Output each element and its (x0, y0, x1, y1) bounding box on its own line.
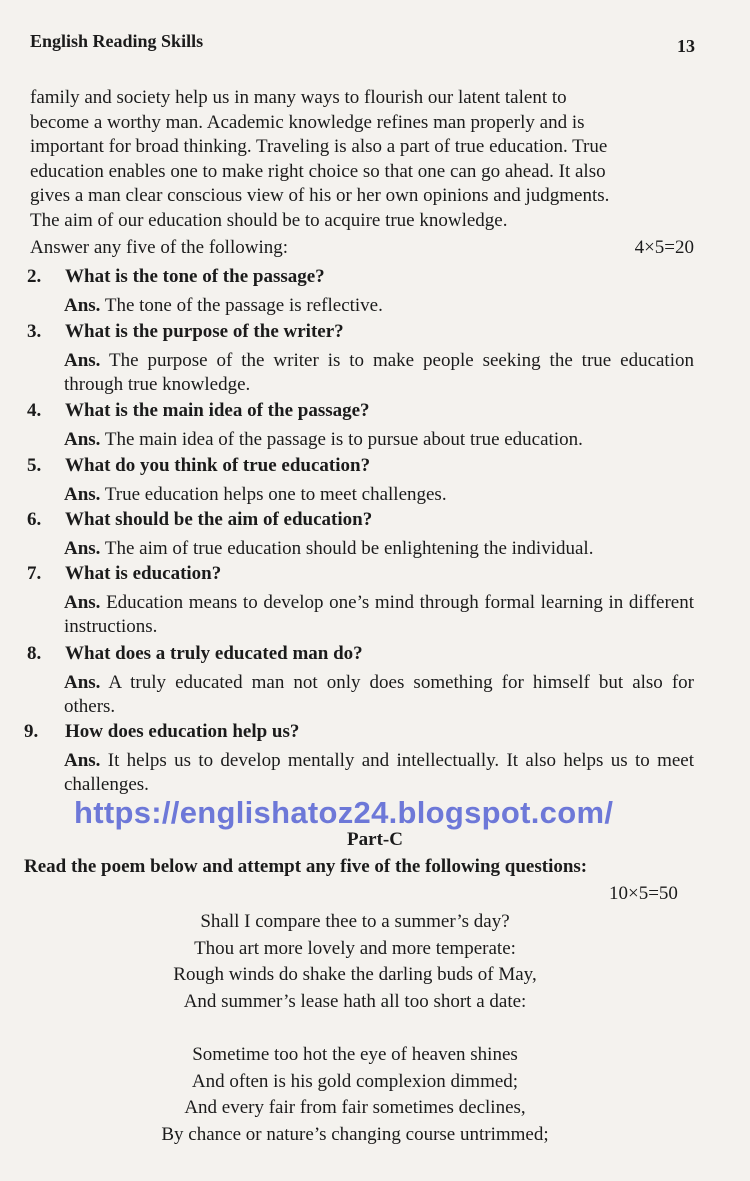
question-number: 9. (24, 721, 39, 742)
answer-body: It helps us to develop mentally and intellectually. It also helps us to meet challenges. (64, 750, 694, 795)
question-text: What do you think of true education? (65, 455, 371, 476)
question-text: What is the purpose of the writer? (65, 321, 344, 342)
answer-body: The purpose of the writer is to make people seeking the true education through true knowledge. (64, 350, 694, 395)
question-number: 4. (27, 400, 42, 421)
part-instruction: Read the poem below and attempt any five of the following questions: (24, 856, 588, 877)
answer-text (64, 671, 694, 719)
poem-line: Rough winds do shake the darling buds of May, (173, 964, 537, 985)
part-title: Part-C (347, 829, 403, 850)
answer-label: Ans. (64, 750, 101, 771)
passage-line: family and society help us in many ways to flourish our latent talent to (30, 87, 567, 108)
stanza-break (120, 1015, 590, 1042)
section-instruction (30, 237, 694, 259)
question-text: What is the main idea of the passage? (65, 400, 370, 421)
instruction-text: Answer any five of the following: (30, 237, 289, 258)
answer-text (64, 749, 694, 797)
answer-label: Ans. (64, 429, 101, 450)
passage-line: education enables one to make right choice so that one can go ahead. It also (30, 160, 606, 182)
question-text: What does a truly educated man do? (65, 643, 363, 664)
poem-line: And every fair from fair sometimes declines, (184, 1097, 526, 1118)
poem-line: And summer’s lease hath all too short a date: (183, 990, 527, 1012)
answer-text (64, 483, 694, 507)
blog-url-watermark: https://englishatoz24.blogspot.com/ (74, 795, 614, 830)
answer-label: Ans. (64, 295, 101, 316)
passage-text (30, 86, 698, 233)
answer-text (64, 428, 694, 452)
passage-line: The aim of our education should be to acquire true knowledge. (30, 209, 508, 231)
passage-line: gives a man clear conscious view of his or her own opinions and judgments. (30, 185, 610, 206)
answer-text (64, 294, 694, 318)
answer-text (64, 349, 694, 397)
answer-label: Ans. (64, 672, 101, 693)
poem-line: Thou art more lovely and more temperate: (194, 937, 516, 959)
passage-line: become a worthy man. Academic knowledge refines man properly and is (30, 111, 585, 133)
instruction-marks: 4×5=20 (634, 237, 694, 258)
poem-line: By chance or nature’s changing course untrimmed; (161, 1123, 549, 1145)
answer-text (64, 591, 694, 639)
question-text: What should be the aim of education? (65, 509, 373, 530)
question-number: 3. (27, 321, 42, 342)
answer-body: Education means to develop one’s mind through formal learning in different instructions. (64, 592, 694, 637)
poem-line: Shall I compare thee to a summer’s day? (200, 911, 510, 932)
question-number: 8. (27, 643, 42, 664)
running-header: English Reading Skills (30, 31, 204, 51)
question-text: How does education help us? (65, 721, 300, 742)
passage-line: important for broad thinking. Traveling is also a part of true education. True (30, 136, 608, 157)
question-number: 7. (27, 563, 42, 584)
poem-line: And often is his gold complexion dimmed; (191, 1070, 519, 1092)
answer-body: The aim of true education should be enlightening the individual. (100, 538, 594, 559)
question-text: What is the tone of the passage? (65, 266, 325, 287)
answer-label: Ans. (64, 484, 101, 505)
question-number: 5. (27, 455, 42, 476)
answer-text (64, 537, 694, 561)
poem-line: Sometime too hot the eye of heaven shines (192, 1044, 518, 1065)
question-number: 6. (27, 509, 42, 530)
question-text: What is education? (65, 563, 222, 584)
answer-body: The main idea of the passage is to pursue about true education. (100, 429, 583, 450)
question-number: 2. (27, 266, 42, 287)
answer-label: Ans. (64, 350, 101, 371)
poem (120, 909, 590, 1148)
answer-body: The tone of the passage is reflective. (100, 295, 383, 316)
answer-label: Ans. (64, 592, 101, 613)
answer-body: A truly educated man not only does something for himself but also for others. (64, 672, 694, 717)
page-number: 13 (677, 36, 695, 56)
part-marks: 10×5=50 (609, 883, 678, 904)
answer-label: Ans. (64, 538, 101, 559)
answer-body: True education helps one to meet challenges. (100, 484, 447, 505)
